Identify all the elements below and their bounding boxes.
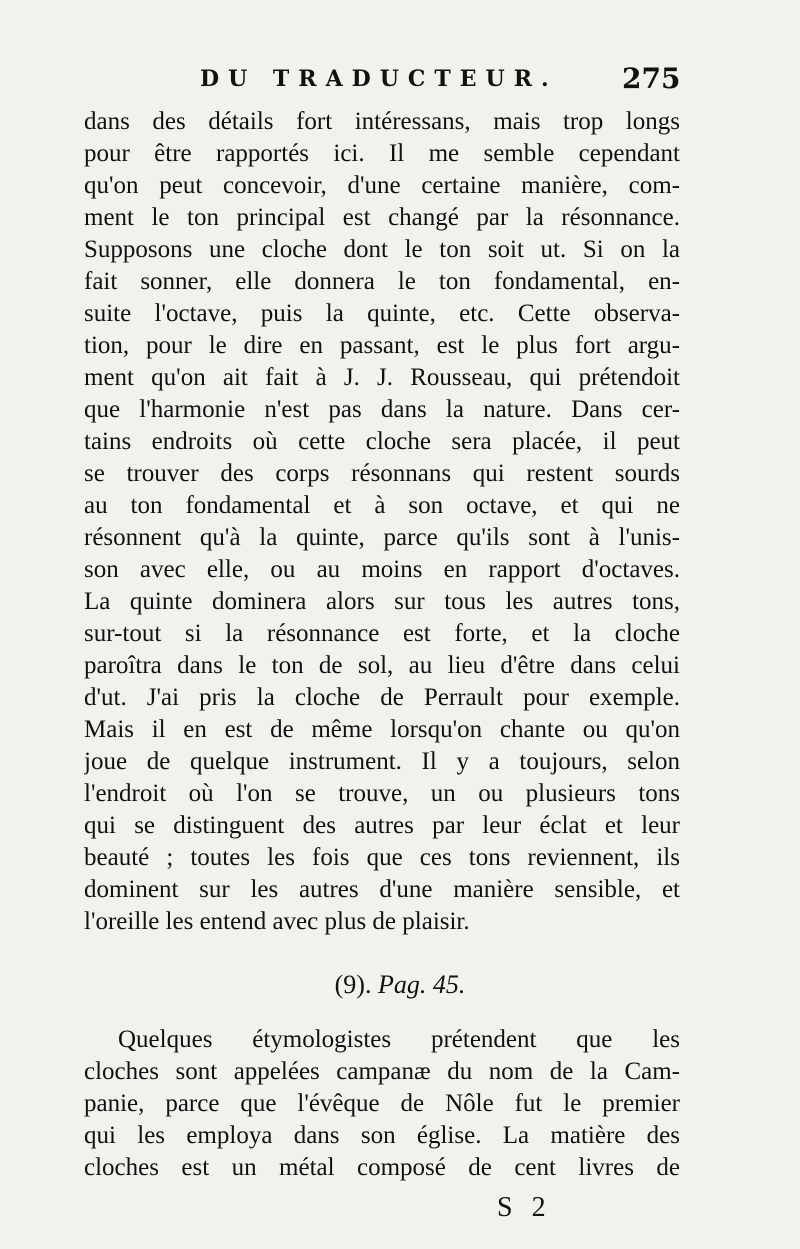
note-page-reference: Pag. 45. xyxy=(377,970,466,999)
text-line: l'endroit où l'on se trouve, un ou plusieurs tons xyxy=(84,780,680,807)
text-line: sur-tout si la résonnance est forte, et la cloche xyxy=(84,620,680,647)
text-line: tion, pour le dire en passant, est le plus fort argu- xyxy=(84,332,680,359)
text-line: que l'harmonie n'est pas dans la nature. Dans cer- xyxy=(84,396,680,423)
text-line: joue de quelque instrument. Il y a toujours, selon xyxy=(84,748,680,775)
text-line: Quelques étymologistes prétendent que les xyxy=(118,1026,680,1053)
text-line: son avec elle, ou au moins en rapport d'octaves. xyxy=(84,556,680,583)
text-line: La quinte dominera alors sur tous les autres tons, xyxy=(84,588,680,615)
text-line: ment le ton principal est changé par la résonnance. xyxy=(84,204,680,231)
text-line: pour être rapportés ici. Il me semble cependant xyxy=(84,140,680,167)
text-line: Supposons une cloche dont le ton soit ut. Si on la xyxy=(84,236,680,263)
text-line: résonnent qu'à la quinte, parce qu'ils sont à l'unis- xyxy=(84,524,680,551)
note-text xyxy=(84,1024,680,1184)
running-title: DU TRADUCTEUR. xyxy=(200,66,558,92)
text-line: tains endroits où cette cloche sera placée, il peut xyxy=(84,428,680,455)
page-number: 275 xyxy=(622,62,681,95)
text-line: l'oreille les entend avec plus de plaisir. xyxy=(84,908,470,935)
text-line: se trouver des corps résonnans qui restent sourds xyxy=(84,460,680,487)
body-text xyxy=(84,106,680,938)
text-line: au ton fondamental et à son octave, et qui ne xyxy=(84,492,680,519)
text-line: beauté ; toutes les fois que ces tons reviennent, ils xyxy=(84,844,680,871)
text-line: qui les employa dans son église. La matière des xyxy=(84,1122,680,1149)
text-line: cloches sont appelées campanæ du nom de la Cam- xyxy=(84,1058,680,1085)
text-line: cloches est un métal composé de cent livres de xyxy=(84,1154,680,1181)
text-line: ment qu'on ait fait à J. J. Rousseau, qui prétendoit xyxy=(84,364,680,391)
text-line: dominent sur les autres d'une manière sensible, et xyxy=(84,876,680,903)
note-heading xyxy=(0,970,800,1000)
text-line: qu'on peut concevoir, d'une certaine manière, com- xyxy=(84,172,680,199)
text-line: Mais il en est de même lorsqu'on chante ou qu'on xyxy=(84,716,680,743)
note-number: (9). xyxy=(334,970,372,999)
text-line: d'ut. J'ai pris la cloche de Perrault pour exemple. xyxy=(84,684,680,711)
text-line: qui se distinguent des autres par leur éclat et leur xyxy=(84,812,680,839)
text-line: fait sonner, elle donnera le ton fondamental, en- xyxy=(84,268,680,295)
signature-mark: S 2 xyxy=(497,1192,552,1223)
text-line: dans des détails fort intéressans, mais trop longs xyxy=(84,108,680,135)
text-line: suite l'octave, puis la quinte, etc. Cette observa- xyxy=(84,300,680,327)
text-line: panie, parce que l'évêque de Nôle fut le premier xyxy=(84,1090,680,1117)
text-line: paroîtra dans le ton de sol, au lieu d'être dans celui xyxy=(84,652,680,679)
